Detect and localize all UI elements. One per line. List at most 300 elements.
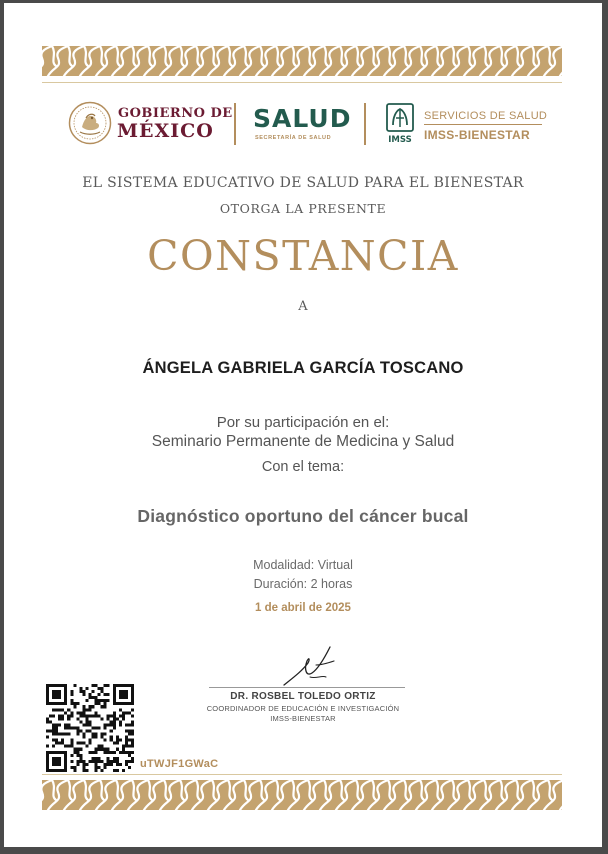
qr-module [119,763,122,766]
qr-module [64,763,67,766]
qr-module [52,702,55,705]
qr-code-icon [46,684,134,772]
qr-module [52,684,55,687]
qr-module [131,702,134,705]
qr-module [104,726,107,729]
verification-code: uTWJF1GWaC [140,758,219,770]
qr-module [107,763,110,766]
qr-module [58,714,61,717]
qr-module [101,717,104,720]
qr-module [70,699,73,702]
qr-module [64,745,67,748]
qr-module [107,723,110,726]
qr-module [58,696,61,699]
qr-module [58,690,61,693]
topic-title: Diagnóstico oportuno del cáncer bucal [137,506,469,526]
qr-module [131,684,134,687]
qr-module [128,751,131,754]
qr-module [58,760,61,763]
qr-module [64,684,67,687]
qr-module [58,708,61,711]
qr-module [122,717,125,720]
qr-module [79,711,82,714]
qr-module [107,693,110,696]
qr-module [125,723,128,726]
servicios-rule [424,124,542,125]
qr-module [128,766,131,769]
qr-module [55,693,58,696]
qr-module [61,742,64,745]
qr-module [107,717,110,720]
qr-module [107,760,110,763]
qr-module [52,696,55,699]
qr-module [128,760,131,763]
qr-module [125,690,128,693]
qr-module [119,690,122,693]
qr-module [131,714,134,717]
qr-module [64,702,67,705]
modality: Modalidad: Virtual [253,558,353,572]
qr-module [46,684,49,687]
qr-module [79,730,82,733]
qr-module [49,720,52,723]
qr-module [79,760,82,763]
qr-module [55,726,58,729]
qr-module [131,720,134,723]
qr-module [107,714,110,717]
qr-module [95,748,98,751]
qr-module [125,751,128,754]
qr-module [116,763,119,766]
qr-module [110,730,113,733]
qr-module [104,705,107,708]
qr-module [55,696,58,699]
event-name: Seminario Permanente de Medicina y Salud [151,433,455,450]
qr-module [52,739,55,742]
qr-module [95,711,98,714]
qr-module [55,742,58,745]
qr-module [46,696,49,699]
qr-module [79,720,82,723]
qr-module [131,757,134,760]
mexico-seal-icon [68,101,112,145]
qr-module [46,717,49,720]
qr-module [122,745,125,748]
qr-module [73,769,76,772]
qr-module [76,733,79,736]
qr-module [98,748,101,751]
qr-module [64,733,67,736]
qr-module [52,733,55,736]
qr-module [46,754,49,757]
qr-module [46,763,49,766]
qr-module [70,690,73,693]
topic-intro: Con el tema: [261,459,345,475]
qr-module [55,733,58,736]
qr-module [101,736,104,739]
qr-module [104,739,107,742]
qr-module [92,690,95,693]
decorative-bottom-band [42,780,562,810]
recipient-name: ÁNGELA GABRIELA GARCÍA TOSCANO [142,359,464,377]
qr-module [52,751,55,754]
qr-module [58,742,61,745]
qr-module [85,763,88,766]
qr-module [107,699,110,702]
qr-module [122,748,125,751]
qr-module [46,757,49,760]
qr-module [82,742,85,745]
qr-module [64,769,67,772]
qr-module [122,714,125,717]
qr-module [49,702,52,705]
qr-module [64,726,67,729]
qr-module [131,687,134,690]
qr-module [64,699,67,702]
qr-module [76,751,79,754]
qr-module [82,690,85,693]
qr-module [46,745,49,748]
gobierno-line1: GOBIERNO DE [118,106,233,121]
qr-module [110,763,113,766]
qr-module [73,766,76,769]
qr-module [113,696,116,699]
qr-module [125,745,128,748]
qr-module [101,760,104,763]
logo-separator [234,103,236,145]
qr-module [70,693,73,696]
imss-mark: IMSS [388,135,412,145]
qr-module [113,687,116,690]
qr-module [95,760,98,763]
qr-module [52,763,55,766]
qr-module [125,702,128,705]
qr-module [104,684,107,687]
qr-module [128,754,131,757]
qr-module [67,714,70,717]
qr-module [88,723,91,726]
qr-module [79,742,82,745]
qr-module [46,769,49,772]
qr-module [67,717,70,720]
qr-module [104,751,107,754]
qr-module [113,726,116,729]
qr-module [119,739,122,742]
qr-module [73,726,76,729]
qr-module [122,711,125,714]
qr-module [125,693,128,696]
qr-module [58,702,61,705]
qr-module [67,708,70,711]
qr-module [58,763,61,766]
qr-module [64,687,67,690]
qr-module [113,684,116,687]
qr-module [104,699,107,702]
qr-module [92,736,95,739]
qr-module [128,739,131,742]
qr-module [82,760,85,763]
qr-module [122,690,125,693]
qr-module [107,751,110,754]
qr-module [125,730,128,733]
qr-module [119,723,122,726]
certificate-page [4,3,602,847]
qr-module [55,757,58,760]
qr-module [76,717,79,720]
qr-module [92,757,95,760]
qr-module [85,769,88,772]
qr-module [113,723,116,726]
qr-module [58,684,61,687]
qr-module [70,711,73,714]
qr-module [64,693,67,696]
qr-module [131,690,134,693]
qr-module [76,760,79,763]
qr-module [92,696,95,699]
qr-module [46,702,49,705]
qr-module [95,736,98,739]
qr-module [116,769,119,772]
servicios-line2: IMSS-BIENESTAR [424,128,530,142]
qr-module [85,708,88,711]
qr-module [110,736,113,739]
qr-module [110,723,113,726]
qr-module [52,714,55,717]
bottom-divider [42,774,562,775]
signature-icon [276,643,346,689]
qr-module [113,720,116,723]
qr-module [125,739,128,742]
qr-module [131,730,134,733]
qr-module [73,751,76,754]
qr-module [55,708,58,711]
qr-module [128,711,131,714]
qr-module [76,726,79,729]
qr-module [113,714,116,717]
qr-module [46,751,49,754]
qr-module [79,748,82,751]
qr-module [55,730,58,733]
qr-module [64,757,67,760]
qr-module [131,733,134,736]
qr-module [52,708,55,711]
qr-module [52,690,55,693]
qr-module [128,730,131,733]
qr-module [76,702,79,705]
qr-module [85,717,88,720]
qr-module [70,745,73,748]
salud-subtitle: SECRETARÍA DE SALUD [255,135,332,141]
qr-module [58,723,61,726]
qr-module [92,751,95,754]
signatory-organization: IMSS-BIENESTAR [270,714,336,723]
qr-module [101,733,104,736]
qr-module [79,690,82,693]
qr-module [85,723,88,726]
qr-module [58,717,61,720]
certificate-title: CONSTANCIA [147,232,459,280]
qr-module [46,693,49,696]
qr-module [55,769,58,772]
qr-module [98,702,101,705]
qr-module [119,714,122,717]
qr-module [104,733,107,736]
qr-module [98,745,101,748]
qr-module [116,739,119,742]
qr-module [116,757,119,760]
qr-module [98,687,101,690]
qr-module [49,751,52,754]
qr-module [82,711,85,714]
qr-module [64,754,67,757]
qr-module [131,699,134,702]
qr-module [113,693,116,696]
imss-logo-icon [384,103,416,145]
qr-module [131,708,134,711]
qr-module [88,693,91,696]
qr-module [73,684,76,687]
qr-module [88,760,91,763]
qr-module [46,736,49,739]
qr-module [119,696,122,699]
participation-line: Por su participación en el: [216,414,390,431]
qr-module [101,687,104,690]
qr-module [119,693,122,696]
qr-module [104,723,107,726]
qr-module [95,699,98,702]
qr-module [88,739,91,742]
qr-module [95,714,98,717]
qr-module [64,760,67,763]
qr-module [98,699,101,702]
qr-module [110,760,113,763]
qr-module [104,763,107,766]
qr-module [73,702,76,705]
qr-module [82,705,85,708]
qr-module [110,720,113,723]
qr-module [98,760,101,763]
qr-module [58,693,61,696]
qr-module [113,711,116,714]
qr-module [73,705,76,708]
gobierno-line2: MÉXICO [117,120,214,142]
qr-module [122,696,125,699]
qr-module [79,714,82,717]
qr-module [101,705,104,708]
qr-module [85,699,88,702]
qr-module [92,726,95,729]
qr-module [110,739,113,742]
qr-module [116,760,119,763]
qr-module [55,763,58,766]
qr-module [70,760,73,763]
qr-module [64,723,67,726]
qr-module [73,748,76,751]
qr-module [110,714,113,717]
event-date: 1 de abril de 2025 [255,602,351,614]
qr-module [128,733,131,736]
qr-module [95,702,98,705]
qr-module [85,714,88,717]
decorative-top-band [42,46,562,76]
qr-module [70,739,73,742]
qr-module [98,726,101,729]
qr-module [76,754,79,757]
qr-module [113,769,116,772]
qr-module [116,736,119,739]
qr-module [67,745,70,748]
qr-module [61,751,64,754]
qr-module [70,714,73,717]
qr-module [131,723,134,726]
qr-module [70,754,73,757]
qr-module [88,730,91,733]
qr-module [85,720,88,723]
qr-module [55,702,58,705]
qr-module [131,693,134,696]
qr-module [92,705,95,708]
qr-module [101,769,104,772]
signatory-name: DR. ROSBEL TOLEDO ORTIZ [230,691,376,702]
qr-module [46,766,49,769]
qr-module [116,684,119,687]
qr-module [61,684,64,687]
qr-module [46,720,49,723]
qr-module [101,699,104,702]
qr-module [58,757,61,760]
qr-module [92,733,95,736]
qr-module [125,711,128,714]
qr-module [98,693,101,696]
qr-module [131,696,134,699]
grants-line: OTORGA LA PRESENTE [219,201,387,216]
qr-module [82,733,85,736]
qr-module [79,754,82,757]
qr-module [119,751,122,754]
qr-module [61,739,64,742]
qr-module [64,751,67,754]
qr-module [131,760,134,763]
qr-module [110,751,113,754]
qr-module [128,745,131,748]
qr-module [119,720,122,723]
qr-module [67,723,70,726]
qr-module [88,708,91,711]
qr-module [61,733,64,736]
qr-module [113,699,116,702]
qr-module [95,757,98,760]
qr-module [95,769,98,772]
qr-module [131,745,134,748]
qr-module [76,748,79,751]
qr-module [64,766,67,769]
qr-module [46,730,49,733]
qr-module [70,726,73,729]
qr-module [85,730,88,733]
qr-module [58,733,61,736]
qr-module [58,769,61,772]
top-divider [42,82,562,83]
qr-module [122,684,125,687]
qr-module [52,723,55,726]
qr-module [76,730,79,733]
institution-logos [4,99,602,149]
qr-module [113,690,116,693]
qr-module [101,745,104,748]
qr-module [82,723,85,726]
qr-module [46,699,49,702]
qr-module [95,684,98,687]
